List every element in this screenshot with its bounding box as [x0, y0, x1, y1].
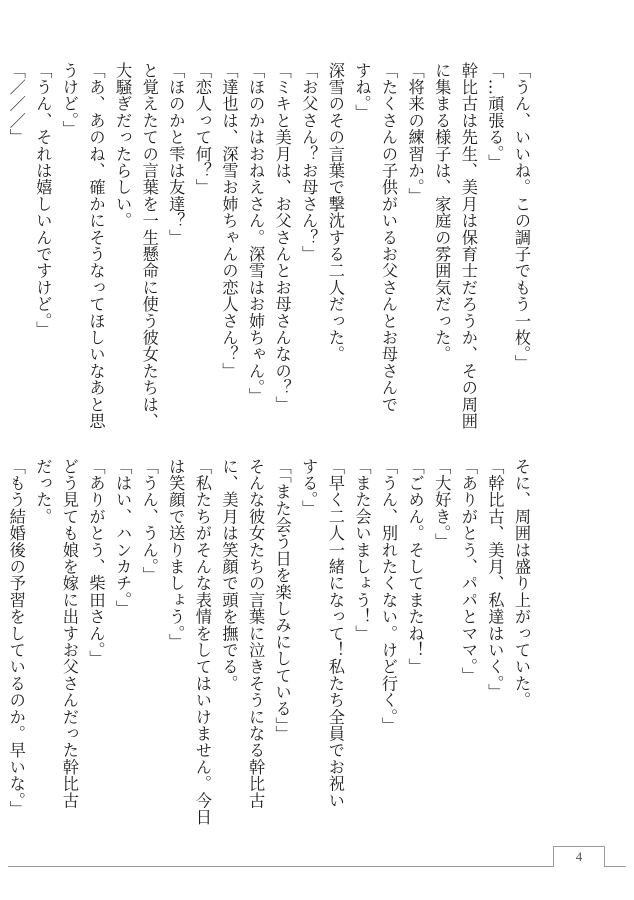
- text-line: 「うん、うん。」: [139, 458, 159, 584]
- text-line: 「将来の練習か。」: [405, 62, 425, 205]
- text-line: 「幹比古、美月、私達はいく。」: [485, 458, 505, 701]
- text-line: 「大好き。」: [432, 458, 452, 551]
- text-line: 「／／／」: [6, 62, 26, 146]
- text-line: だった。: [33, 458, 53, 525]
- text-line: に集まる様子は、家庭の雰囲気だった。: [432, 62, 452, 363]
- text-line: [0, 62, 2, 420]
- text-line: 「私たちがそんな表情をしてはいけません。今日: [192, 458, 212, 826]
- text-line: 「ほのかと雫は友達？」: [166, 62, 186, 246]
- text-line: 「また会いましょう！」: [352, 458, 372, 642]
- text-line: 「ほのかはおねえさん。深雪はお姉ちゃん。」: [246, 62, 266, 405]
- page-number: 4: [553, 846, 605, 867]
- text-line: 深雪のその言葉で撃沈する二人だった。: [325, 62, 345, 363]
- text-line: 「うん、別れたくない。けど行く。」: [379, 458, 399, 734]
- text-line: と覚えたての言葉を一生懸命に使う彼女たちは、: [139, 62, 159, 430]
- text-line: 「「また会う日を楽しみにしている」」: [272, 458, 292, 743]
- text-line: 「達也は、深雪お姉ちゃんの恋人さん？」: [219, 62, 239, 380]
- text-line: 「ごめん。そしてまたね！」: [405, 458, 425, 676]
- text-line: 「…頑張る。」: [485, 62, 505, 171]
- text-line: うけど。」: [59, 62, 79, 138]
- text-line: そに、周囲は盛り上がっていた。: [512, 458, 531, 709]
- text-line: すね。」: [352, 62, 372, 121]
- text-line: 大騒ぎだったらしい。: [113, 62, 133, 229]
- footer-rule-right: [604, 866, 626, 867]
- lower-text-block: [6, 458, 534, 826]
- text-line: は笑顔で送りましょう。」: [166, 458, 186, 651]
- text-line: 「たくさんの子供がいるお父さんとお母さんで: [379, 62, 399, 413]
- text-line: 「もう結婚後の予習をしているのか。早いな。」: [6, 458, 26, 818]
- text-line: どう見ても娘を嫁に出すお父さんだった幹比古: [59, 458, 79, 809]
- text-line: 「早く二人一緒になって！私たち全員でお祝い: [325, 458, 345, 809]
- text-line: そんな彼女たちの言葉に泣きそうになる幹比古: [246, 458, 266, 809]
- text-line: に、美月は笑顔で頭を撫でる。: [219, 458, 239, 692]
- text-line: 「はい、ハンカチ。」: [113, 458, 133, 617]
- text-line: 「ありがとう、柴田さん。」: [86, 458, 106, 667]
- text-line: 「あ、あのね、確かにそうなってほしいなあと思: [86, 62, 106, 430]
- text-line: 「うん、いいね。この調子でもう一枚。」: [512, 62, 531, 372]
- text-line: 「ありがとう、パパとママ。」: [458, 458, 478, 684]
- text-line: 「うん、それは嬉しいんですけど。」: [33, 62, 53, 338]
- text-line: 「お父さん？お母さん？」: [299, 62, 319, 263]
- text-line: 幹比古は先生、美月は保育士だろうか、その周囲: [458, 62, 478, 430]
- text-line: する。」: [299, 458, 319, 517]
- text-line: 「恋人って何？」: [192, 62, 212, 196]
- footer-rule: [8, 866, 553, 867]
- upper-text-block: [6, 62, 534, 430]
- text-line: 「ミキと美月は、お父さんとお母さんなの？」: [272, 62, 292, 413]
